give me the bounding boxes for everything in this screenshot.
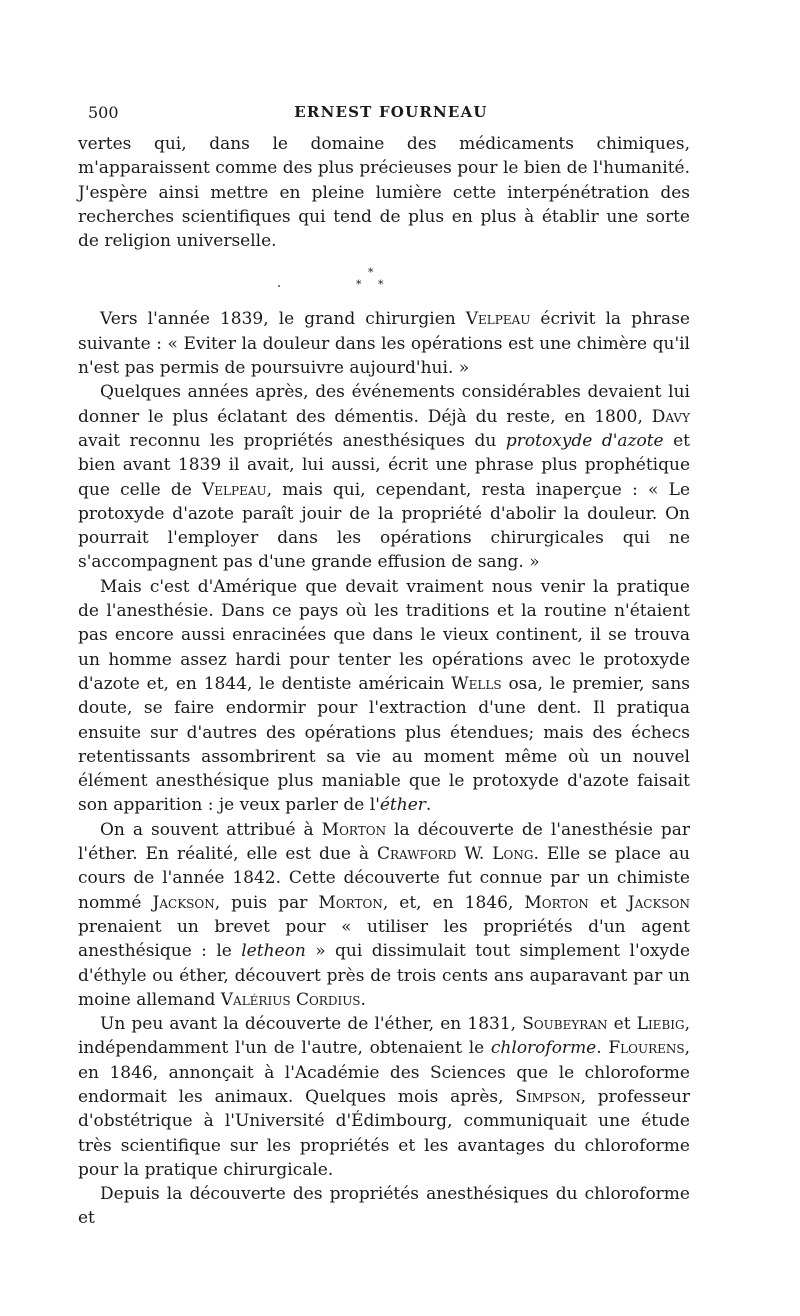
text-run: et <box>588 892 628 913</box>
person-name: Simpson <box>515 1086 581 1107</box>
person-name: Valérius Cordius <box>220 989 361 1010</box>
text-run: W. <box>456 844 493 865</box>
asterism-star: * <box>356 278 362 292</box>
paragraph <box>78 1012 690 1182</box>
paragraph <box>78 818 690 1012</box>
text-run: . <box>596 1038 609 1059</box>
paragraph <box>78 307 690 380</box>
emphasis: letheon <box>241 941 306 962</box>
paragraph <box>78 1182 690 1231</box>
text-run: , en 1846, annonçait à l'Académie des Sciences que le chloroforme endormait les animaux. Quelques mois après, <box>78 1038 690 1107</box>
text-run: la découverte de l'anesthésie par l'éther. En réalité, elle est due à <box>78 819 690 865</box>
running-title: ERNEST FOURNEAU <box>294 103 488 121</box>
text-run: et <box>607 1014 637 1035</box>
person-name: Jackson <box>627 892 690 913</box>
person-name: Velpeau <box>202 479 267 500</box>
text-run: Depuis la découverte des propriétés anesthésiques du chloroforme et <box>78 1184 690 1229</box>
text-run: Mais c'est d'Amérique que devait vraiment nous venir la pratique de l'anesthésie. Dans ce pays où les traditions et la routine n'étaient pas encore aussi enracinées que dans le vieux continent, il se trouva un homme assez hardi pour tenter les opérations avec le protoxyde d'azote et, en 1844, le dentiste américain <box>78 576 690 694</box>
text-run: vertes qui, dans le domaine des médicaments chimiques, m'apparaissent comme des plus précieuses pour le bien de l'humanité. J'espère ainsi mettre en pleine lumière cette interpénétration des recherches scientifiques qui tend de plus en plus à établir une sorte de religion universelle. <box>78 134 690 252</box>
text-run: , indépendamment l'un de l'autre, obtenaient le <box>78 1014 690 1059</box>
emphasis: chloroforme <box>490 1038 597 1059</box>
body-text <box>78 132 690 1231</box>
paragraph <box>78 575 690 818</box>
asterism-star: * <box>368 266 374 280</box>
person-name: Morton <box>524 892 589 913</box>
text-run: » qui dissimulait tout simplement l'oxyde d'éthyle ou éther, découvert près de trois cents ans auparavant par un moine allemand <box>78 941 691 1010</box>
person-name: Wells <box>451 673 502 694</box>
text-run: Quelques années après, des événements considérables devaient lui donner le plus éclatant des démentis. Déjà du reste, en 1800, <box>78 382 690 427</box>
person-name: Liebig <box>636 1014 685 1035</box>
text-run: Un peu avant la découverte de l'éther, en 1831, <box>100 1014 523 1035</box>
text-run: et bien avant 1839 il avait, lui aussi, écrit une phrase plus prophétique que celle de <box>78 430 691 500</box>
person-name: Davy <box>651 406 690 427</box>
text-run: prenaient un brevet pour « utiliser les propriétés d'un agent anesthésique : le <box>78 916 690 962</box>
text-run: , mais qui, cependant, resta inaperçue : « Le protoxyde d'azote paraît jouir de la propriété d'abolir la douleur. On pourrait l'employer dans les opérations chirurgicales qui ne s'accompagnent pas d'une grande effusion de sang. » <box>78 479 690 573</box>
text-run: , professeur d'obstétrique à l'Université d'Édimbourg, communiquait une étude très scientifique sur les propriétés et les avantages du chloroforme pour la pratique chirurgicale. <box>78 1086 690 1180</box>
person-name: Crawford <box>376 844 457 865</box>
text-run: avait reconnu les propriétés anesthésiques du <box>78 430 506 451</box>
text-run: . <box>360 989 366 1010</box>
section-separator <box>78 257 690 307</box>
text-run: osa, le premier, sans doute, se faire endormir pour l'extraction d'une dent. Il pratiqua ensuite sur d'autres des opérations plus étendues; mais des échecs retentissants assombrirent sa vie au moment même où un nouvel élément anesthésique plus maniable que le protoxyde d'azote faisait son apparition : je veux parler de l' <box>78 673 690 816</box>
paragraph <box>78 380 690 574</box>
page-number: 500 <box>88 103 119 122</box>
emphasis: protoxyde d'azote <box>505 430 664 451</box>
person-name: Flourens <box>608 1038 685 1059</box>
text-run: écrivit la phrase suivante : « Eviter la douleur dans les opérations est une chimère qu'il n'est pas permis de poursuivre aujourd'hui. » <box>78 309 690 379</box>
text-run: . <box>425 795 432 816</box>
text-run: . Elle se place au cours de l'année 1842. Cette découverte fut connue par un chimiste nommé <box>78 844 690 913</box>
person-name: Velpeau <box>465 309 531 330</box>
text-run: , puis par <box>214 892 319 913</box>
paragraph <box>78 132 690 253</box>
running-head <box>78 103 704 127</box>
person-name: Morton <box>318 892 383 913</box>
text-run: , et, en 1846, <box>382 892 525 913</box>
person-name: Morton <box>321 819 387 840</box>
print-speck <box>278 285 280 287</box>
person-name: Soubeyran <box>522 1014 608 1035</box>
emphasis: éther <box>379 795 426 816</box>
asterism-star: * <box>378 278 384 292</box>
person-name: Long <box>492 844 534 865</box>
person-name: Jackson <box>152 892 215 913</box>
text-run: Vers l'année 1839, le grand chirurgien <box>100 309 466 330</box>
text-run: On a souvent attribué à <box>100 819 322 840</box>
